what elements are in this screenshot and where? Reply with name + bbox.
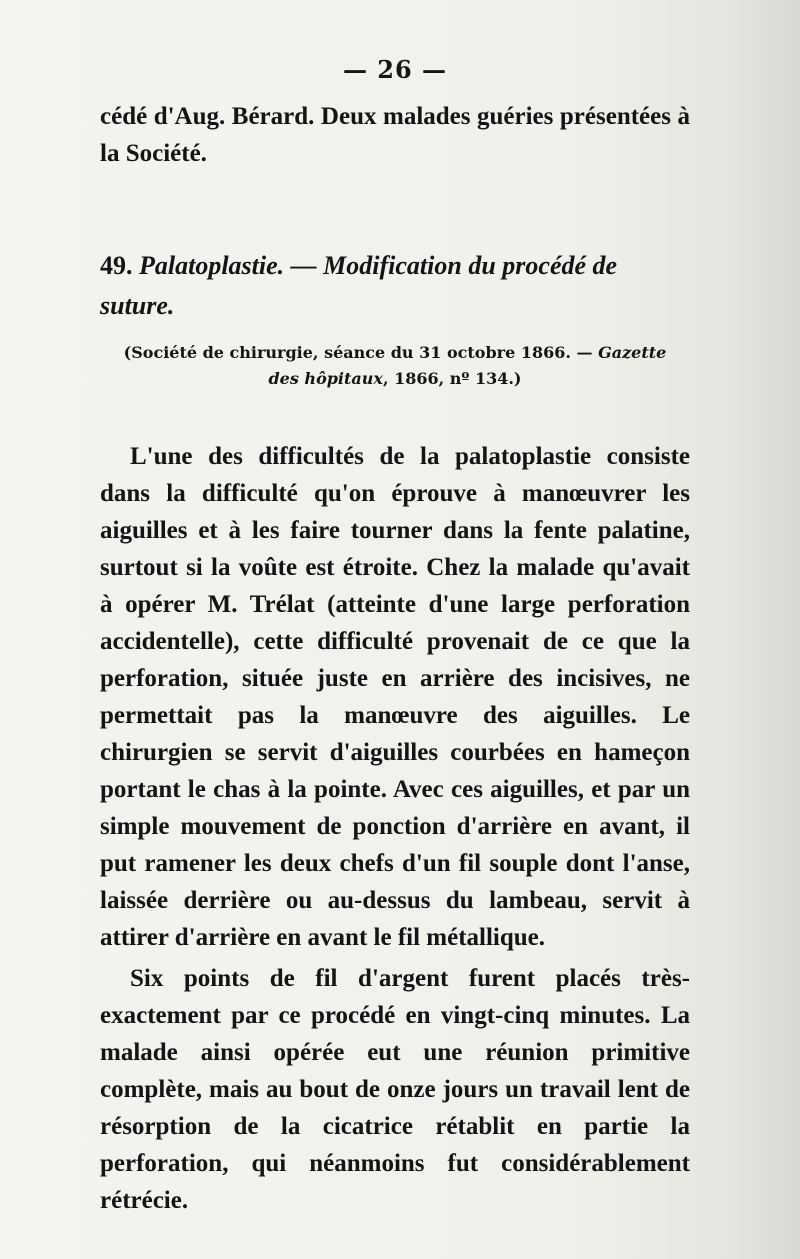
source-journal: Gazette des hôpitaux (268, 343, 667, 388)
page-number: — 26 — (342, 55, 448, 84)
section-number: 49. (100, 251, 133, 280)
source-prefix: (Société de chirurgie, séance du 31 octobre 1866. — (123, 343, 599, 362)
body-paragraph-1: L'une des difficultés de la palatoplastie consiste dans la difficulté qu'on éprouve à manœuvrer les aiguilles et à les faire tourner dans la fente palatine, surtout si la voûte est étroite. Chez la malade qu'avait à opérer M. Trélat (atteinte d'une large perforation accidentelle), cette difficulté provenait de ce que la perforation, située juste en arrière des incisives, ne permettait pas la manœuvre des aiguilles. Le chirurgien se servit d'aiguilles courbées en hameçon portant le chas à la pointe. Avec ces aiguilles, et par un simple mouvement de ponction d'arrière en avant, il put ramener les deux chefs d'un fil souple dont l'anse, laissée derrière ou au-dessus du lambeau, servit à attirer d'arrière en avant le fil métallique. (100, 443, 690, 951)
section-heading (100, 246, 690, 326)
page-content (100, 55, 690, 1219)
body-paragraph-2: Six points de fil d'argent furent placés très-exactement par ce procédé en vingt-cinq minutes. La malade ainsi opérée eut une réunion primitive complète, mais au bout de onze jours un travail lent de résorption de la cicatrice rétablit en partie la perforation, qui néanmoins fut considérablement rétrécie. (100, 965, 690, 1214)
section-source (100, 340, 690, 392)
source-suffix: , 1866, nº 134.) (382, 369, 522, 388)
section-title: Palatoplastie. — Modification du procédé de suture. (100, 251, 618, 320)
opening-paragraph: cédé d'Aug. Bérard. Deux malades guéries présentées à la Société. (100, 103, 690, 167)
